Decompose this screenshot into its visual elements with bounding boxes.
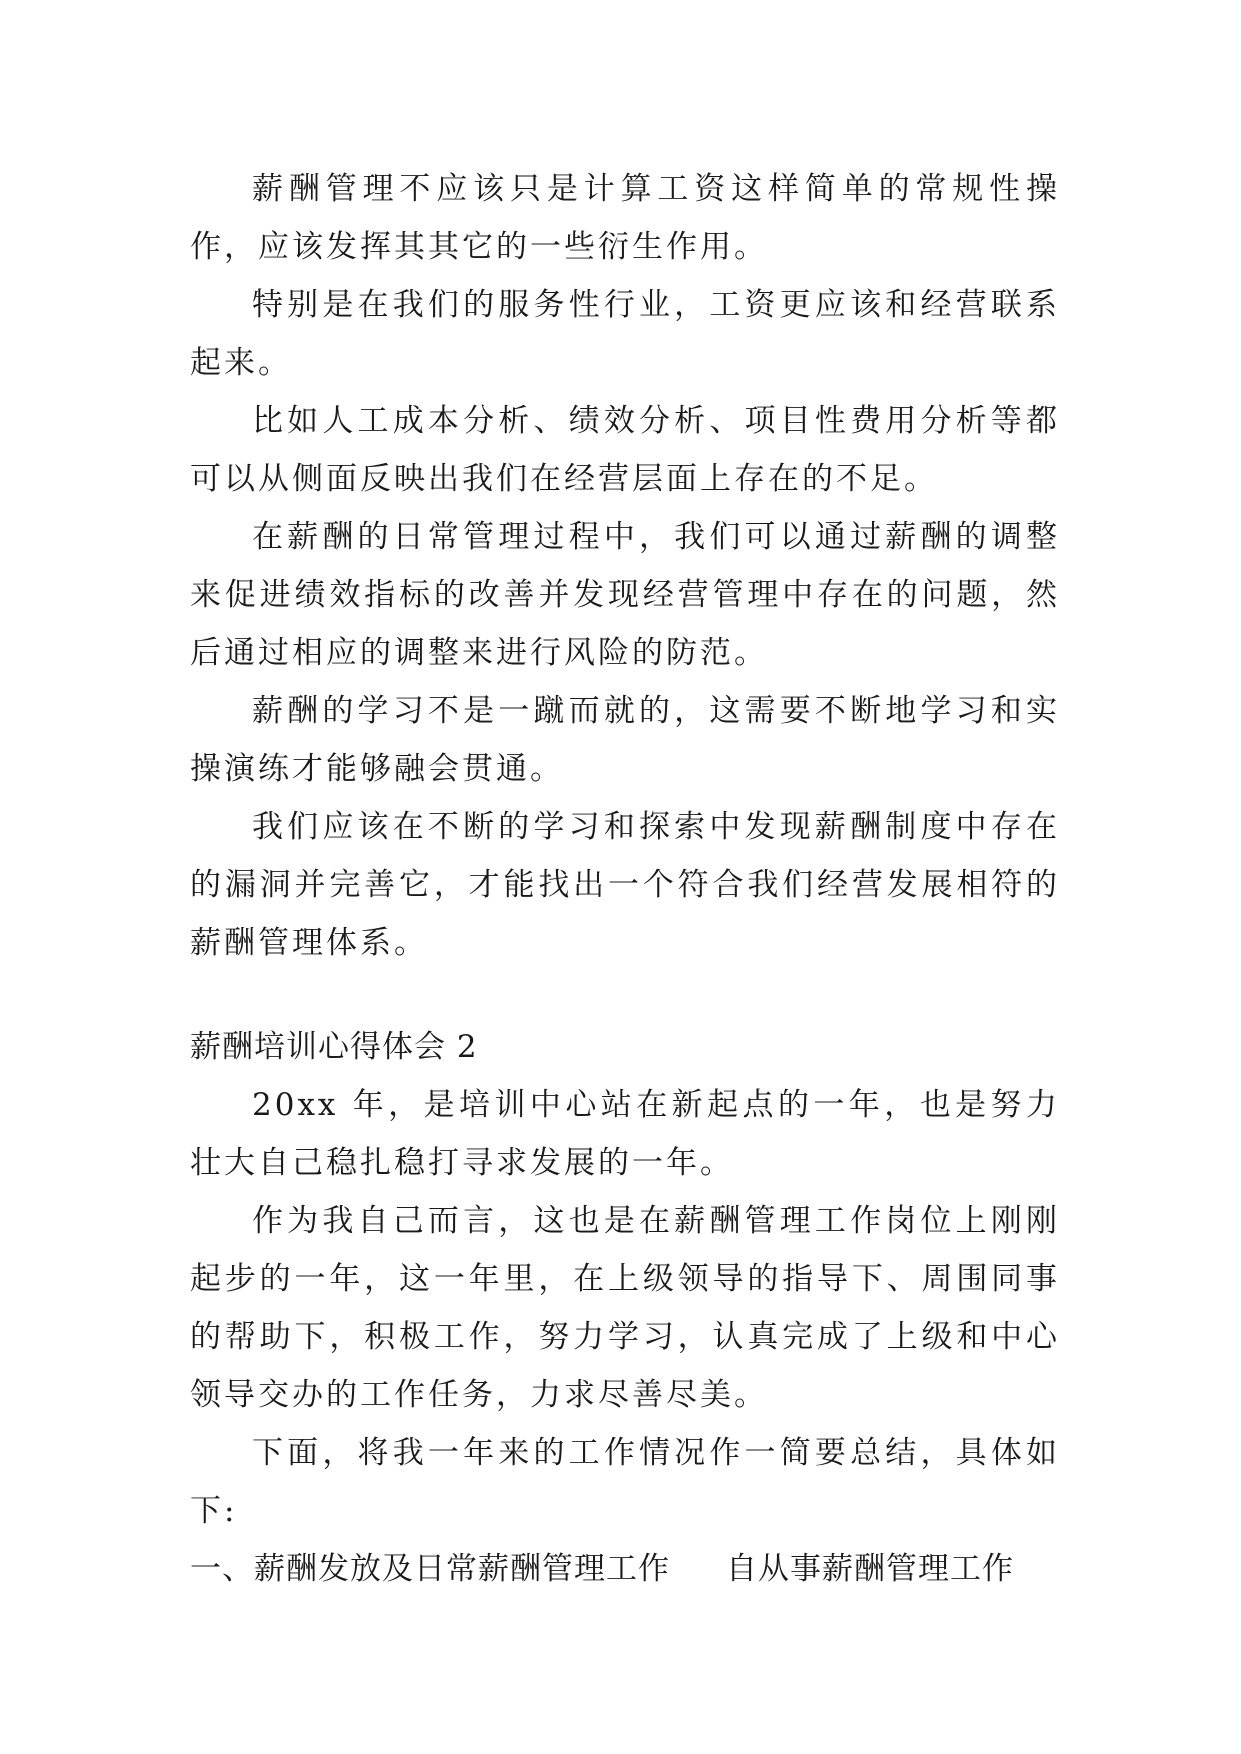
paragraph: 下面，将我一年来的工作情况作一简要总结，具体如下: bbox=[190, 1435, 1060, 1529]
subsection-heading: 一、薪酬发放及日常薪酬管理工作 bbox=[190, 1551, 670, 1587]
paragraph: 薪酬的学习不是一蹴而就的，这需要不断地学习和实操演练才能够融会贯通。 bbox=[190, 693, 1060, 787]
paragraph: 作为我自己而言，这也是在薪酬管理工作岗位上刚刚起步的一年，这一年里，在上级领导的指导下、周围同事的帮助下，积极工作，努力学习，认真完成了上级和中心领导交办的工作任务，力求尽善尽美。 bbox=[190, 1203, 1060, 1413]
paragraph: 薪酬管理不应该只是计算工资这样简单的常规性操作，应该发挥其其它的一些衍生作用。 bbox=[190, 171, 1060, 265]
document-body bbox=[190, 160, 1060, 1598]
paragraph: 20xx 年，是培训中心站在新起点的一年，也是努力壮大自己稳扎稳打寻求发展的一年。 bbox=[190, 1087, 1060, 1181]
subsection-line bbox=[190, 1540, 1060, 1598]
paragraph: 在薪酬的日常管理过程中，我们可以通过薪酬的调整来促进绩效指标的改善并发现经营管理中存在的问题，然后通过相应的调整来进行风险的防范。 bbox=[190, 519, 1060, 671]
section-title: 薪酬培训心得体会 2 bbox=[190, 1029, 478, 1065]
paragraph: 比如人工成本分析、绩效分析、项目性费用分析等都可以从侧面反映出我们在经营层面上存在的不足。 bbox=[190, 403, 1060, 497]
paragraph: 我们应该在不断的学习和探索中发现薪酬制度中存在的漏洞并完善它，才能找出一个符合我们经营发展相符的薪酬管理体系。 bbox=[190, 809, 1060, 961]
paragraph: 特别是在我们的服务性行业，工资更应该和经营联系起来。 bbox=[190, 287, 1060, 381]
subsection-text: 自从事薪酬管理工作 bbox=[726, 1551, 1014, 1587]
